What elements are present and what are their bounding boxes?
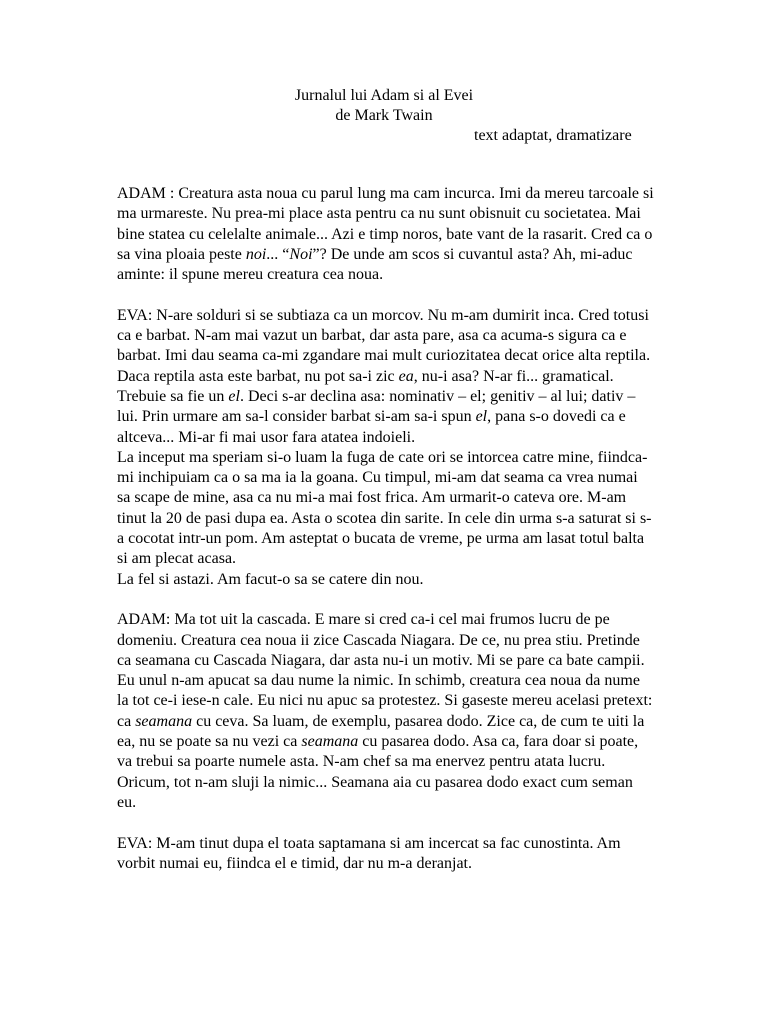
italic-word: seamana (135, 712, 193, 730)
body-text (117, 184, 654, 874)
italic-word: el (228, 387, 240, 405)
text-segment: ... “ (266, 245, 290, 263)
text-segment: La fel si astazi. Am facut-o sa se catere din nou. (117, 570, 424, 588)
italic-word: ea (398, 367, 414, 385)
paragraph-eva-1-closing (117, 570, 654, 590)
document-subtitle: text adaptat, dramatizare (474, 127, 632, 144)
text-segment: EVA: N-are solduri si se subtiaza ca un morcov. Nu m-am dumirit inca. Cred totusi ca e barbat. N-am mai vazut un barbat, dar asta pare, asa ca acuma-s sigura ca e barbat. Imi dau seama ca-mi zgandare mai mult curiozitatea decat orice alta reptila. Daca reptila asta este barbat, nu pot sa-i zic (117, 306, 651, 385)
italic-word: Noi (289, 245, 313, 263)
paragraph-eva-2 (117, 834, 654, 875)
paragraph-adam-1 (117, 184, 654, 285)
text-segment: La inceput ma speriam si-o luam la fuga de cate ori se intorcea catre mine, fiindca-mi inchipuiam ca o sa ma ia la goana. Cu timpul, mi-am dat seama ca vrea numai sa scape de mine, asa ca nu mi-a mai fost frica. Am urmarit-o cateva ore. M-am tinut la 20 de pasi dupa ea. Asta o scotea din sarite. In cele din urma s-a saturat si s-a cocotat intr-un pom. Am asteptat o bucata de vreme, pe urma am lasat totul balta si am plecat acasa. (117, 448, 652, 568)
italic-word: seamana (301, 733, 359, 751)
text-segment: . Deci s-ar declina asa: nominativ – el; genitiv – al lui; dativ – lui. Prin urmare am sa-l consider barbat si-am sa-i spun (117, 387, 636, 426)
text-segment: EVA: M-am tinut dupa el toata saptamana si am incercat sa fac cunostinta. Am vorbit numai eu, fiindca el e timid, dar nu m-a deranjat. (117, 834, 621, 872)
text-segment: , pana s-o dovedi ca e altceva... Mi-ar fi mai usor fara atatea indoieli. (117, 408, 626, 446)
paragraph-gap (117, 813, 654, 833)
paragraph-gap (117, 590, 654, 610)
text-segment: cu ceva. Sa luam, de exemplu, pasarea dodo. Zice ca, de cum te uiti la ea, nu se poate sa nu vezi ca (117, 712, 645, 751)
text-segment: ADAM: Ma tot uit la cascada. E mare si cred ca-i cel mai frumos lucru de pe domeniu. Creatura cea noua ii zice Cascada Niagara. De ce, nu prea stiu. Pretinde ca seamana cu Cascada Niagara, dar asta nu-i un motiv. Mi se pare ca bate campii. Eu unul n-am apucat sa dau nume la nimic. In schimb, creatura cea noua da nume la tot ce-i iese-n cale. Eu nici nu apuc sa protestez. Si gaseste mereu acelasi pretext: ca (117, 611, 653, 730)
text-segment: ADAM : Creatura asta noua cu parul lung ma cam incurca. Imi da mereu tarcoale si ma urmareste. Nu prea-mi place asta pentru ca nu sunt obisnuit cu societatea. Mai bine statea cu celelalte animale... Azi e timp noros, bate vant de la rasarit. Cred ca o sa vina ploaia peste (117, 185, 654, 263)
italic-word: noi (245, 245, 267, 263)
paragraph-adam-2 (117, 610, 654, 813)
text-segment: ”? De unde am scos si cuvantul asta? Ah, mi-aduc aminte: il spune mereu creatura cea noua. (117, 245, 633, 284)
author-line: de Mark Twain (335, 107, 433, 124)
text-segment: , nu-i asa? N-ar fi... gramatical. Trebuie sa fie un (117, 367, 614, 405)
text-segment: cu pasarea dodo. Asa ca, fara doar si poate, va trebui sa poarte numele asta. N-am chef sa ma enervez pentru atata lucru. Oricum, tot n-am sluji la nimic... Seamana aia cu pasarea dodo exact cum seman eu. (117, 733, 639, 811)
paragraph-gap (117, 285, 654, 305)
title-block (0, 86, 768, 144)
paragraph-eva-1-continued (117, 448, 654, 570)
document-title: Jurnalul lui Adam si al Evei (294, 87, 474, 104)
italic-word: el (475, 408, 488, 426)
paragraph-eva-1 (117, 306, 654, 448)
